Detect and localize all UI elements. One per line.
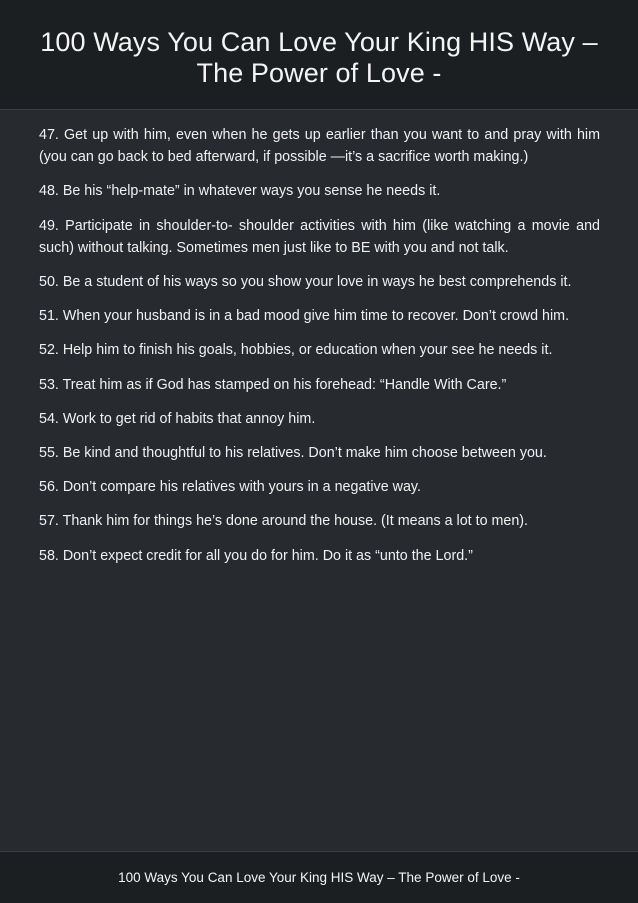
list-item-53: 53. Treat him as if God has stamped on his forehead: “Handle With Care.”: [39, 376, 507, 393]
page-footer: [0, 851, 638, 903]
list-item-51: 51. When your husband is in a bad mood give him time to recover. Don’t crowd him.: [39, 308, 570, 325]
list-item-57: 57. Thank him for things he’s done around the house. (It means a lot to men).: [39, 513, 529, 530]
document-body: [39, 124, 600, 579]
list-item-48: 48. Be his “help-mate” in whatever ways you sense he needs it.: [39, 183, 441, 200]
footer-text: 100 Ways You Can Love Your King HIS Way – The Power of Love -: [118, 870, 520, 885]
list-item-49: 49. Participate in shoulder-to- shoulder activities with him (like watching a movie and such) without talking. Sometimes men just like to BE with you and not talk.: [39, 217, 600, 256]
list-item-50: 50. Be a student of his ways so you show your love in ways he best comprehends it.: [39, 274, 572, 291]
list-item-56: 56. Don’t compare his relatives with yours in a negative way.: [39, 479, 421, 496]
page-header: [0, 0, 638, 110]
page-title-line-1: 100 Ways You Can Love Your King HIS Way –: [40, 27, 598, 57]
list-item-52: 52. Help him to finish his goals, hobbies, or education when your see he needs it.: [39, 342, 553, 359]
list-item-47: 47. Get up with him, even when he gets up earlier than you want to and pray with him (you can go back to bed afterward, if possible —it’s a sacrifice worth making.): [39, 127, 600, 166]
page-title: [0, 27, 638, 89]
list-item-54: 54. Work to get rid of habits that annoy him.: [39, 410, 316, 427]
list-item-55: 55. Be kind and thoughtful to his relatives. Don’t make him choose between you.: [39, 445, 547, 462]
list-item-58: 58. Don’t expect credit for all you do for him. Do it as “unto the Lord.”: [39, 547, 473, 564]
page-title-line-2: The Power of Love -: [196, 58, 442, 88]
